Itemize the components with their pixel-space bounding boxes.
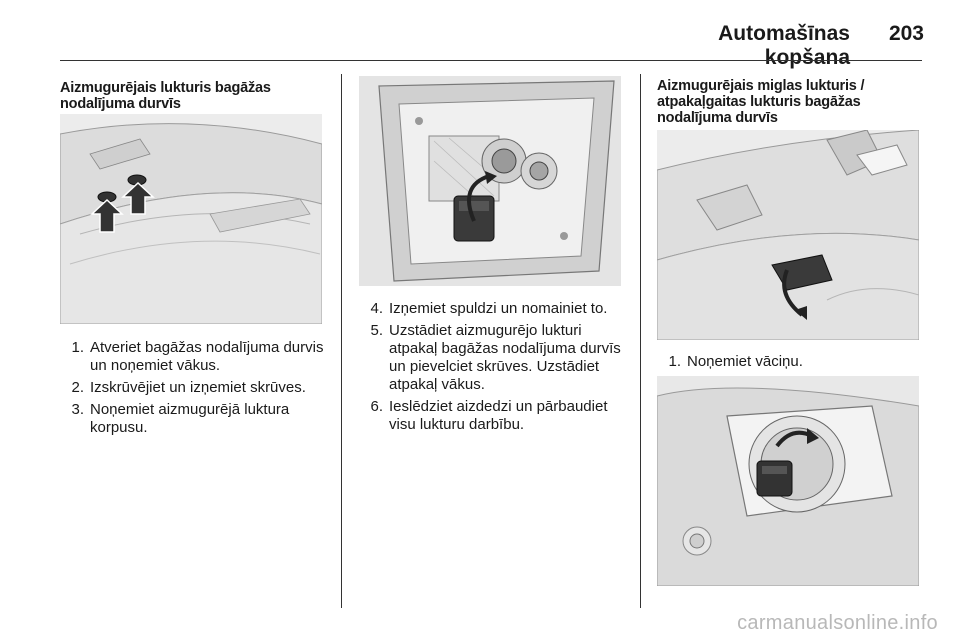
step-text: Noņemiet aizmugurējā luktura korpusu. [90,401,290,436]
list-item [359,322,627,394]
list-item [60,339,335,375]
column-divider-2 [640,74,641,608]
step-number: 2. [71,379,84,396]
figure-tailgate-screws [60,114,322,324]
page-header-title: Automašīnas kopšana [718,22,850,69]
list-item [60,401,335,437]
section-heading-fog-reverse-light: Aizmugurējais miglas lukturis / atpakaļgaitas lukturis bagāžas nodalījuma durvīs [657,78,865,126]
step-number: 5. [370,322,383,339]
watermark: carmanualsonline.info [737,612,938,634]
step-text: Izņemiet spuldzi un nomainiet to. [389,300,608,317]
tailgate-cover-illustration [657,130,919,340]
figure-tailgate-cover [657,130,919,340]
list-item [657,353,925,371]
step-text: Noņemiet vāciņu. [687,353,803,370]
step-text: Uzstādiet aizmugurējo lukturi atpakaļ bagāžas nodalījuma durvīs un pievelciet skrūves. Uzstādiet atpakaļ vākus. [389,322,621,393]
step-number: 1. [668,353,681,370]
page-number: 203 [888,22,924,45]
step-number: 3. [71,401,84,418]
list-item [359,300,627,318]
section-heading-rear-light: Aizmugurējais lukturis bagāžas nodalījuma durvīs [60,80,271,112]
step-text: Atveriet bagāžas nodalījuma durvis un noņemiet vākus. [90,339,324,374]
figure-fog-light-bulb [657,376,919,586]
figure-bulb-holder [359,76,621,286]
bulb-holder-illustration [359,76,621,286]
step-text: Ieslēdziet aizdedzi un pārbaudiet visu lukturu darbību. [389,398,608,433]
left-steps-list [60,339,335,441]
step-number: 1. [71,339,84,356]
header-divider [60,60,922,61]
fog-light-bulb-illustration [657,376,919,586]
column-divider-1 [341,74,342,608]
tailgate-screws-illustration [60,114,322,324]
step-number: 4. [370,300,383,317]
list-item [359,398,627,434]
middle-steps-list [359,300,627,438]
step-number: 6. [370,398,383,415]
step-text: Izskrūvējiet un izņemiet skrūves. [90,379,306,396]
list-item [60,379,335,397]
right-steps-list [657,353,925,375]
